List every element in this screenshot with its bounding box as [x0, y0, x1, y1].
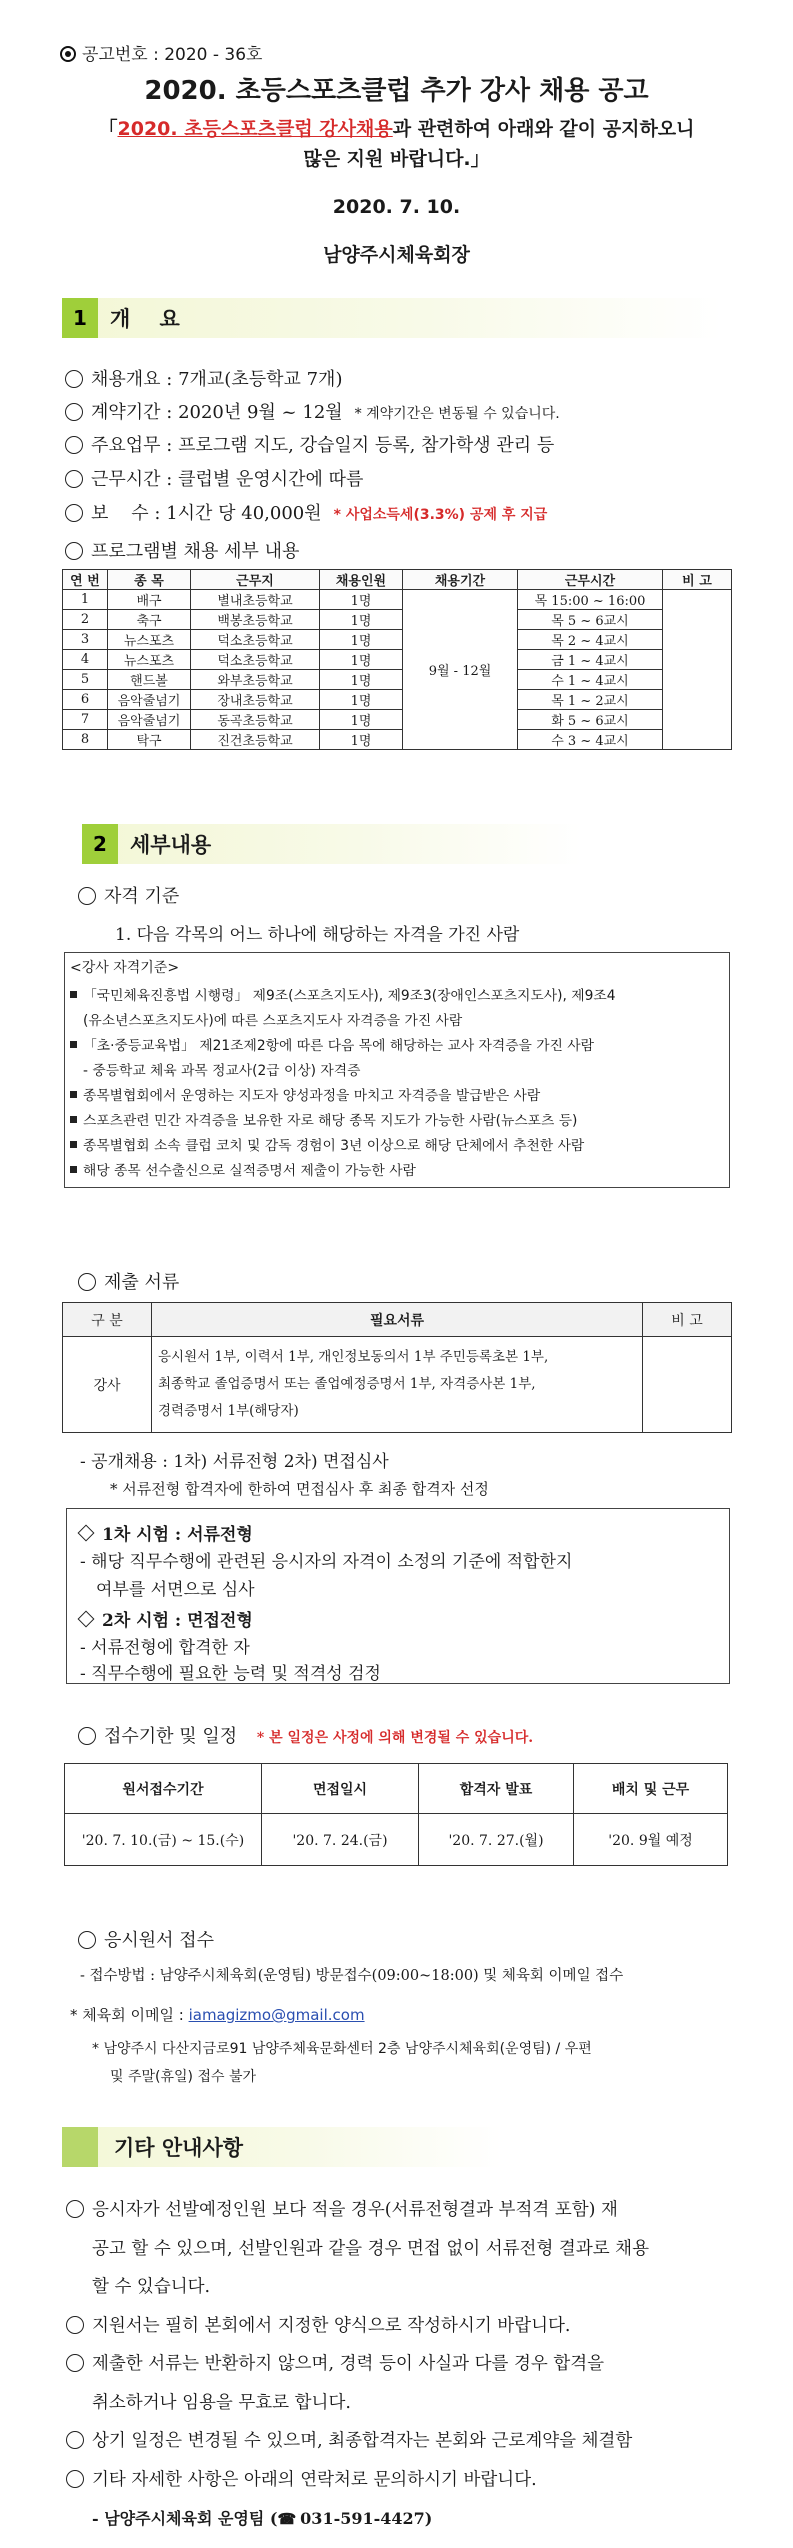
circle-bullet-icon: [66, 2316, 84, 2334]
double-circle-icon: [60, 46, 76, 62]
sched-col-placement: 배치 및 근무: [574, 1764, 728, 1814]
program-no: 2: [63, 610, 108, 630]
program-no: 8: [63, 730, 108, 750]
col-note: 비 고: [663, 570, 732, 590]
apply-label: 응시원서 접수: [78, 1926, 214, 1952]
phone-icon: ☎: [277, 2510, 297, 2528]
address-line2: 및 주말(휴일) 접수 불가: [110, 2069, 256, 2085]
circle-bullet-icon: [65, 436, 83, 454]
overview-item: 근무시간 : 클럽별 운영시간에 따름: [65, 465, 363, 491]
apply-method: - 접수방법 : 남양주시체육회(운영팀) 방문접수(09:00~18:00) 및 체육회 이메일 접수: [80, 1968, 624, 1984]
program-school: 백봉초등학교: [191, 610, 320, 630]
program-sport: 뉴스포츠: [108, 650, 191, 670]
program-count: 1명: [320, 590, 403, 610]
program-school: 장내초등학교: [191, 690, 320, 710]
section3-title: 기타 안내사항: [114, 2136, 244, 2160]
circle-bullet-icon: [65, 542, 83, 560]
circle-bullet-icon: [66, 2354, 84, 2372]
exam1-line2: 여부를 서면으로 심사: [96, 1580, 255, 1600]
table-row: [63, 610, 732, 630]
program-no: 5: [63, 670, 108, 690]
sched-result: '20. 7. 27.(월): [419, 1814, 574, 1866]
circle-bullet-icon: [65, 504, 83, 522]
circle-bullet-icon: [66, 2431, 84, 2449]
program-school: 별내초등학교: [191, 590, 320, 610]
schedule-table: [64, 1763, 728, 1866]
other-info-line: 제출한 서류는 반환하지 않으며, 경력 등이 사실과 다를 경우 합격을: [66, 2350, 604, 2375]
program-no: 7: [63, 710, 108, 730]
table-row: [63, 650, 732, 670]
program-time: 금 1 ~ 4교시: [518, 650, 663, 670]
exam2-title: 2차 시험 : 면접전형: [80, 1606, 253, 1631]
exam1-line1: - 해당 직무수행에 관련된 응시자의 자격이 소정의 기준에 적합한지: [80, 1552, 573, 1572]
program-count: 1명: [320, 650, 403, 670]
exam2-line2: - 직무수행에 필요한 능력 및 적격성 검정: [80, 1664, 381, 1684]
overview-item: 보 수 : 1시간 당 40,000원 * 사업소득세(3.3%) 공제 후 지급: [65, 499, 547, 525]
notice-number: 공고번호 : 2020 - 36호: [60, 40, 262, 65]
program-note: [663, 590, 732, 750]
overview-item-label: 보 수: [91, 503, 149, 524]
program-sport: 탁구: [108, 730, 191, 750]
overview-item-value: 7개교(초등학교 7개): [178, 369, 343, 390]
circle-bullet-icon: [65, 470, 83, 488]
program-sport: 핸드볼: [108, 670, 191, 690]
table-row: [63, 730, 732, 750]
overview-item-value: 1시간 당 40,000원: [166, 503, 322, 524]
email-line: * 체육회 이메일 : iamagizmo@gmail.com: [70, 2006, 365, 2024]
circle-bullet-icon: [66, 2470, 84, 2488]
program-no: 3: [63, 630, 108, 650]
circle-bullet-icon: [66, 2200, 84, 2218]
program-sport: 뉴스포츠: [108, 630, 191, 650]
square-bullet-icon: [70, 1166, 77, 1173]
section2-title: 세부내용: [130, 833, 212, 857]
section1-header: [62, 298, 722, 338]
overview-item-label: 계약기간: [91, 402, 161, 423]
qualification-item: 종목별협회에서 운영하는 지도자 양성과정을 마치고 자격증을 발급받은 사람: [70, 1084, 540, 1104]
overview-item-value: 프로그램 지도, 강습일지 등록, 참가학생 관리 등: [178, 435, 555, 456]
docs-row-label: 강사: [63, 1337, 152, 1433]
table-row: [63, 630, 732, 650]
table-row: [63, 670, 732, 690]
docs-row-docs: 응시원서 1부, 이력서 1부, 개인정보동의서 1부 주민등록초본 1부, 최종학교 졸업증명서 또는 졸업예정증명서 1부, 자격증사본 1부, 경력증명서 1부(해당자): [152, 1337, 643, 1433]
program-school: 진건초등학교: [191, 730, 320, 750]
table-row: [63, 710, 732, 730]
program-count: 1명: [320, 690, 403, 710]
sched-interview: '20. 7. 24.(금): [262, 1814, 419, 1866]
col-count: 채용인원: [320, 570, 403, 590]
sched-apply: '20. 7. 10.(금) ~ 15.(수): [65, 1814, 262, 1866]
overview-item-label: 채용개요: [91, 369, 161, 390]
program-no: 1: [63, 590, 108, 610]
program-time: 목 5 ~ 6교시: [518, 610, 663, 630]
program-period: 9월 - 12월: [403, 590, 518, 750]
circle-bullet-icon: [78, 1931, 96, 1949]
qualification-item: 해당 종목 선수출신으로 실적증명서 제출이 가능한 사람: [70, 1159, 416, 1179]
contact-line: - 남양주시체육회 운영팀 (☎ 031-591-4427): [92, 2509, 433, 2528]
program-count: 1명: [320, 610, 403, 630]
program-count: 1명: [320, 710, 403, 730]
col-time: 근무시간: [518, 570, 663, 590]
qualification-item: 스포츠관련 민간 자격증을 보유한 자로 해당 종목 지도가 가능한 사람(뉴스포츠 등): [70, 1109, 577, 1129]
schedule-note: * 본 일정은 사정에 의해 변경될 수 있습니다.: [256, 1730, 534, 1746]
program-time: 목 15:00 ~ 16:00: [518, 590, 663, 610]
program-time: 목 1 ~ 2교시: [518, 690, 663, 710]
qualification-item: - 중등학교 체육 과목 정교사(2급 이상) 자격증: [83, 1063, 361, 1079]
program-school: 덕소초등학교: [191, 630, 320, 650]
overview-item-label: 주요업무: [91, 435, 161, 456]
address-line1: * 남양주시 다산지금로91 남양주체육문화센터 2층 남양주시체육회(운영팀) / 우편: [92, 2041, 592, 2057]
section3-header: [62, 2127, 502, 2167]
program-school: 덕소초등학교: [191, 650, 320, 670]
program-count: 1명: [320, 730, 403, 750]
program-no: 4: [63, 650, 108, 670]
overview-item-value: 2020년 9월 ~ 12월: [178, 402, 343, 423]
circle-bullet-icon: [65, 403, 83, 421]
overview-item: 계약기간 : 2020년 9월 ~ 12월 * 계약기간은 변동될 수 있습니다.: [65, 398, 560, 424]
other-info-line: 응시자가 선발예정인원 보다 적을 경우(서류전형결과 부적격 포함) 재: [66, 2196, 618, 2221]
overview-item: 주요업무 : 프로그램 지도, 강습일지 등록, 참가학생 관리 등: [65, 431, 554, 457]
program-table: [62, 569, 732, 750]
qualification-label: 자격 기준: [78, 882, 179, 908]
section2-number: 2: [82, 824, 118, 864]
page-title: 2020. 초등스포츠클럽 추가 강사 채용 공고: [144, 76, 649, 106]
overview-item-value: 클럽별 운영시간에 따름: [178, 469, 364, 490]
docs-col-docs: 필요서류: [152, 1303, 643, 1337]
program-label: 프로그램별 채용 세부 내용: [65, 537, 299, 563]
square-bullet-icon: [70, 1091, 77, 1098]
section1-number: 1: [62, 298, 98, 338]
process-note: * 서류전형 합격자에 한하여 면접심사 후 최종 합격자 선정: [110, 1480, 489, 1498]
intro-text-line2: 많은 지원 바랍니다.」: [303, 148, 490, 170]
other-info-line: 지원서는 필히 본회에서 지정한 양식으로 작성하시기 바랍니다.: [66, 2312, 570, 2337]
overview-item-note: * 사업소득세(3.3%) 공제 후 지급: [333, 507, 548, 523]
qualification-item: (유소년스포츠지도사)에 따른 스포츠지도사 자격증을 가진 사람: [83, 1013, 463, 1029]
program-school: 동곡초등학교: [191, 710, 320, 730]
square-bullet-icon: [70, 991, 77, 998]
schedule-label: 접수기한 및 일정 * 본 일정은 사정에 의해 변경될 수 있습니다.: [78, 1722, 533, 1748]
table-row: [63, 590, 732, 610]
circle-bullet-icon: [78, 1273, 96, 1291]
col-no: 연 번: [63, 570, 108, 590]
sched-col-interview: 면접일시: [262, 1764, 419, 1814]
docs-col-note: 비 고: [643, 1303, 732, 1337]
exam1-title: 1차 시험 : 서류전형: [80, 1520, 253, 1545]
docs-col-type: 구 분: [63, 1303, 152, 1337]
col-sport: 종 목: [108, 570, 191, 590]
circle-bullet-icon: [65, 370, 83, 388]
program-no: 6: [63, 690, 108, 710]
diamond-icon: [78, 1525, 95, 1542]
docs-label: 제출 서류: [78, 1268, 179, 1294]
circle-bullet-icon: [78, 1727, 96, 1745]
intro-text: 「2020. 초등스포츠클럽 강사채용과 관련하여 아래와 같이 공지하오니: [98, 118, 695, 140]
program-time: 수 1 ~ 4교시: [518, 670, 663, 690]
other-info-line: 상기 일정은 변경될 수 있으며, 최종합격자는 본회와 근로계약을 체결함: [66, 2427, 632, 2452]
overview-item-note: * 계약기간은 변동될 수 있습니다.: [354, 406, 560, 422]
program-sport: 음악줄넘기: [108, 710, 191, 730]
program-school: 와부초등학교: [191, 670, 320, 690]
other-info-line: 기타 자세한 사항은 아래의 연락처로 문의하시기 바랍니다.: [66, 2466, 537, 2491]
qualification-item: 종목별협회 소속 클럽 코치 및 감독 경험이 3년 이상으로 해당 단체에서 추천한 사람: [70, 1134, 584, 1154]
sched-col-apply: 원서접수기간: [65, 1764, 262, 1814]
section1-title: 개 요: [110, 307, 180, 331]
program-sport: 축구: [108, 610, 191, 630]
other-info-line: 취소하거나 임용을 무효로 합니다.: [92, 2392, 351, 2413]
sched-col-result: 합격자 발표: [419, 1764, 574, 1814]
section3-marker: [62, 2127, 98, 2167]
square-bullet-icon: [70, 1141, 77, 1148]
process-line: - 공개채용 : 1차) 서류전형 2차) 면접심사: [80, 1452, 389, 1472]
qualification-sub: 1. 다음 각목의 어느 하나에 해당하는 자격을 가진 사람: [115, 925, 520, 945]
program-time: 화 5 ~ 6교시: [518, 710, 663, 730]
notice-date: 2020. 7. 10.: [332, 196, 461, 218]
program-time: 수 3 ~ 4교시: [518, 730, 663, 750]
program-count: 1명: [320, 670, 403, 690]
intro-highlight: 2020. 초등스포츠클럽 강사채용: [117, 118, 393, 140]
organization: 남양주시체육회장: [323, 244, 470, 266]
email-link[interactable]: iamagizmo@gmail.com: [188, 2006, 365, 2024]
diamond-icon: [78, 1611, 95, 1628]
table-row: [63, 690, 732, 710]
square-bullet-icon: [70, 1041, 77, 1048]
overview-item: 채용개요 : 7개교(초등학교 7개): [65, 365, 342, 391]
other-info-line: 공고 할 수 있으며, 선발인원과 같을 경우 면접 없이 서류전형 결과로 채용: [92, 2238, 649, 2259]
overview-item-label: 근무시간: [91, 469, 161, 490]
docs-table: [62, 1302, 732, 1433]
program-count: 1명: [320, 630, 403, 650]
exam2-line1: - 서류전형에 합격한 자: [80, 1638, 250, 1658]
other-info-line: 할 수 있습니다.: [92, 2277, 211, 2297]
col-school: 근무지: [191, 570, 320, 590]
section2-header: [82, 824, 582, 864]
docs-row-note: [643, 1337, 732, 1433]
qualification-item: 「초·중등교육법」 제21조제2항에 따른 다음 목에 해당하는 교사 자격증을 가진 사람: [70, 1034, 594, 1054]
qualification-item: 「국민체육진흥법 시행령」 제9조(스포츠지도사), 제9조3(장애인스포츠지도사), 제9조4: [70, 984, 616, 1004]
col-period: 채용기간: [403, 570, 518, 590]
program-time: 목 2 ~ 4교시: [518, 630, 663, 650]
program-sport: 배구: [108, 590, 191, 610]
program-sport: 음악줄넘기: [108, 690, 191, 710]
qualification-box-title: <강사 자격기준>: [70, 960, 180, 976]
sched-placement: '20. 9월 예정: [574, 1814, 728, 1866]
circle-bullet-icon: [78, 887, 96, 905]
square-bullet-icon: [70, 1116, 77, 1123]
